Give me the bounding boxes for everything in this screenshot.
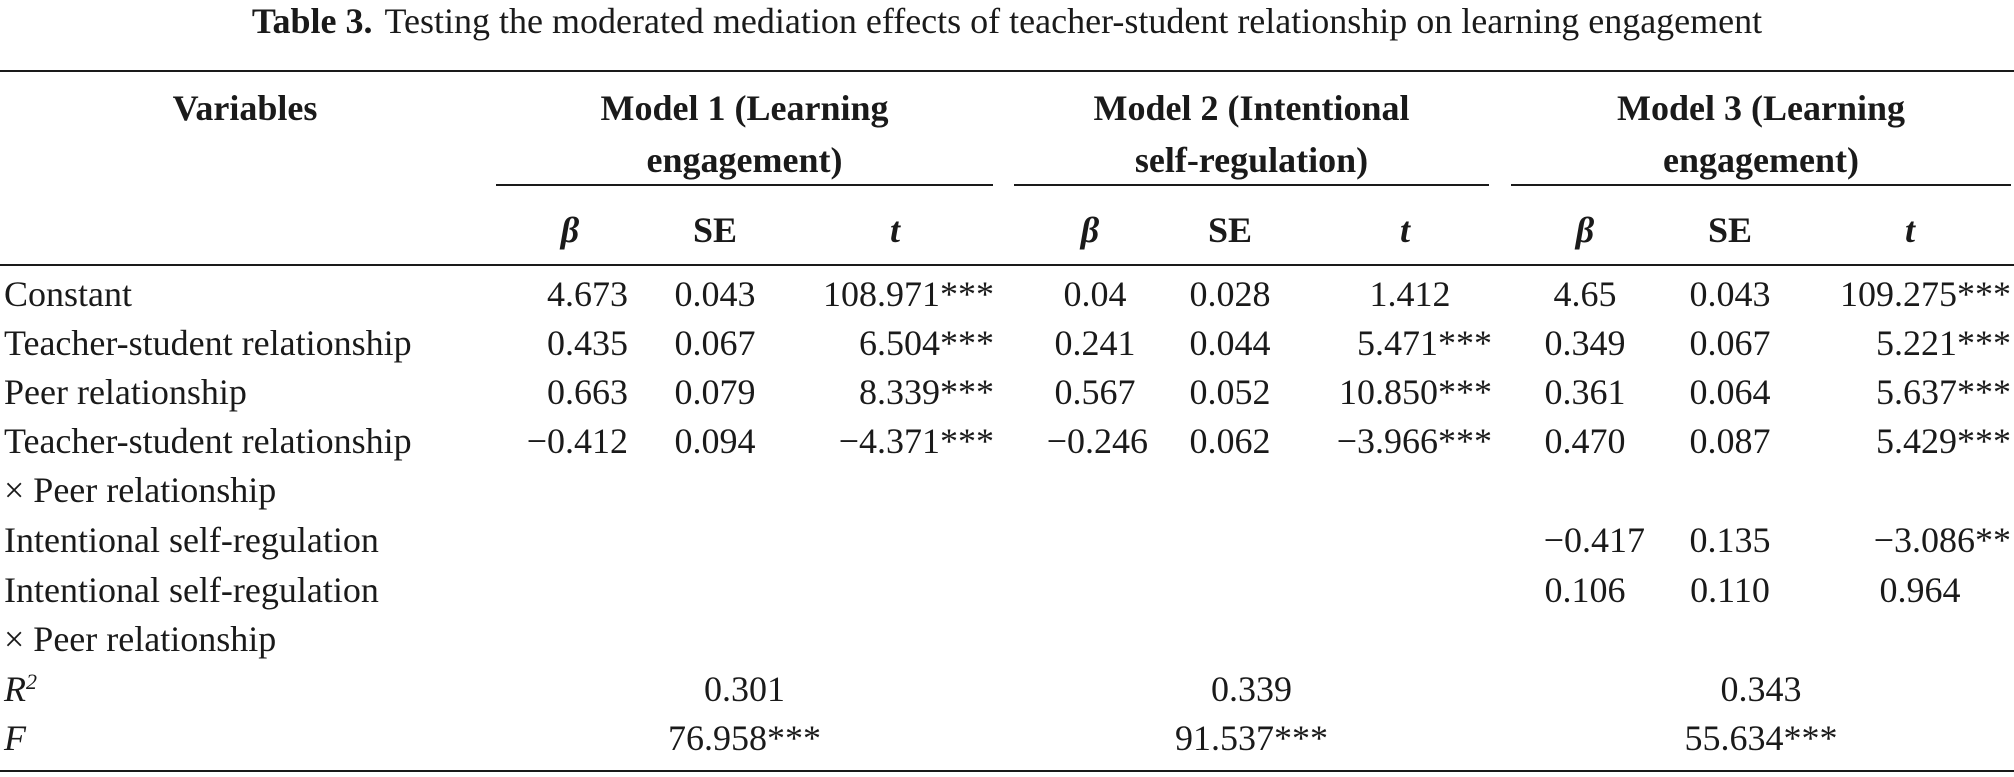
r2-label: [4, 669, 37, 709]
header-bottom-rule: [0, 264, 2014, 266]
cell: 0.087: [1689, 421, 1771, 461]
cell: 0.044: [1189, 323, 1271, 363]
row-label-interaction-1: Teacher-student relationship: [4, 421, 412, 461]
bottom-rule: [0, 770, 2014, 772]
cell: 0.361: [1544, 372, 1626, 412]
cell: 0.964: [1879, 570, 1961, 610]
cell: −0.246: [1046, 421, 1148, 461]
header-variables: Variables: [172, 88, 318, 128]
row-label-teacher-student: Teacher-student relationship: [4, 323, 412, 363]
row-label-isr: Intentional self-regulation: [4, 520, 379, 560]
cell: 10.850***: [1339, 372, 1492, 412]
cell: 109.275***: [1840, 274, 2011, 314]
header-model-1: [496, 82, 993, 186]
row-label-interaction-2: Intentional self-regulation: [4, 570, 379, 610]
cell: 0.062: [1189, 421, 1271, 461]
cell: 0.470: [1544, 421, 1626, 461]
r2-model-1: 0.301: [704, 669, 785, 709]
model-3-title-line2: engagement): [1663, 140, 1859, 180]
cell: 5.429***: [1876, 421, 2011, 461]
model-3-title-line1: Model 3 (Learning: [1617, 88, 1905, 128]
model-1-underline: [496, 184, 993, 186]
cell: −3.086**: [1873, 520, 2011, 560]
r2-superscript: 2: [26, 669, 37, 694]
cell: −4.371***: [838, 421, 994, 461]
cell: −0.417: [1543, 520, 1645, 560]
row-label-constant: Constant: [4, 274, 133, 314]
m1-beta-header: β: [560, 210, 580, 250]
top-rule: [0, 70, 2014, 72]
m2-beta-header: β: [1080, 210, 1100, 250]
m3-se-header: SE: [1707, 210, 1753, 250]
cell: 0.135: [1689, 520, 1771, 560]
model-3-underline: [1511, 184, 2011, 186]
f-model-2: 91.537***: [1175, 718, 1328, 758]
cell: 0.052: [1189, 372, 1271, 412]
model-1-title-line2: engagement): [646, 140, 843, 180]
row-label-peer: Peer relationship: [4, 372, 247, 412]
cell: 0.567: [1054, 372, 1136, 412]
row-label-interaction-2-line2: × Peer relationship: [4, 619, 277, 659]
cell: 0.067: [674, 323, 756, 363]
cell: 8.339***: [859, 372, 994, 412]
cell: 1.412: [1369, 274, 1451, 314]
model-2-title-line2: self-regulation): [1134, 140, 1369, 180]
r2-letter: R: [4, 669, 26, 709]
r2-model-3: 0.343: [1720, 669, 1802, 709]
m2-se-header: SE: [1207, 210, 1253, 250]
cell: 0.043: [1689, 274, 1771, 314]
cell: −0.412: [526, 421, 628, 461]
row-label-interaction-1-line2: × Peer relationship: [4, 470, 277, 510]
cell: 0.028: [1189, 274, 1271, 314]
cell: 5.471***: [1357, 323, 1492, 363]
cell: 0.067: [1689, 323, 1771, 363]
cell: 0.435: [547, 323, 628, 363]
caption-label: Table 3.: [251, 1, 373, 41]
m2-t-header: t: [1399, 210, 1410, 250]
f-model-1: 76.958***: [668, 718, 821, 758]
cell: 0.241: [1054, 323, 1136, 363]
model-2-title-line1: Model 2 (Intentional: [1093, 88, 1410, 128]
m3-beta-header: β: [1575, 210, 1595, 250]
cell: 0.106: [1544, 570, 1626, 610]
cell: 4.673: [547, 274, 628, 314]
m3-t-header: t: [1904, 210, 1915, 250]
cell: 6.504***: [859, 323, 994, 363]
model-1-title-line1: Model 1 (Learning: [600, 88, 889, 128]
cell: 4.65: [1553, 274, 1617, 314]
m1-se-header: SE: [692, 210, 738, 250]
cell: 5.221***: [1876, 323, 2011, 363]
header-model-3: [1511, 82, 2011, 186]
r2-model-2: 0.339: [1211, 669, 1292, 709]
cell: 0.064: [1689, 372, 1771, 412]
cell: 108.971***: [823, 274, 994, 314]
cell: 0.079: [674, 372, 756, 412]
cell: 0.094: [674, 421, 756, 461]
cell: 0.04: [1063, 274, 1127, 314]
m1-t-header: t: [889, 210, 900, 250]
model-2-underline: [1014, 184, 1489, 186]
cell: 0.043: [674, 274, 756, 314]
cell: −3.966***: [1336, 421, 1492, 461]
cell: 0.349: [1544, 323, 1626, 363]
f-model-3: 55.634***: [1684, 718, 1838, 758]
f-label: F: [4, 718, 26, 758]
caption-text: Testing the moderated mediation effects of teacher-student relationship on learning engagement: [384, 1, 1763, 41]
cell: 5.637***: [1876, 372, 2011, 412]
cell: 0.110: [1690, 570, 1770, 610]
header-model-2: [1014, 82, 1489, 186]
table-caption: [0, 0, 2014, 50]
cell: 0.663: [547, 372, 628, 412]
